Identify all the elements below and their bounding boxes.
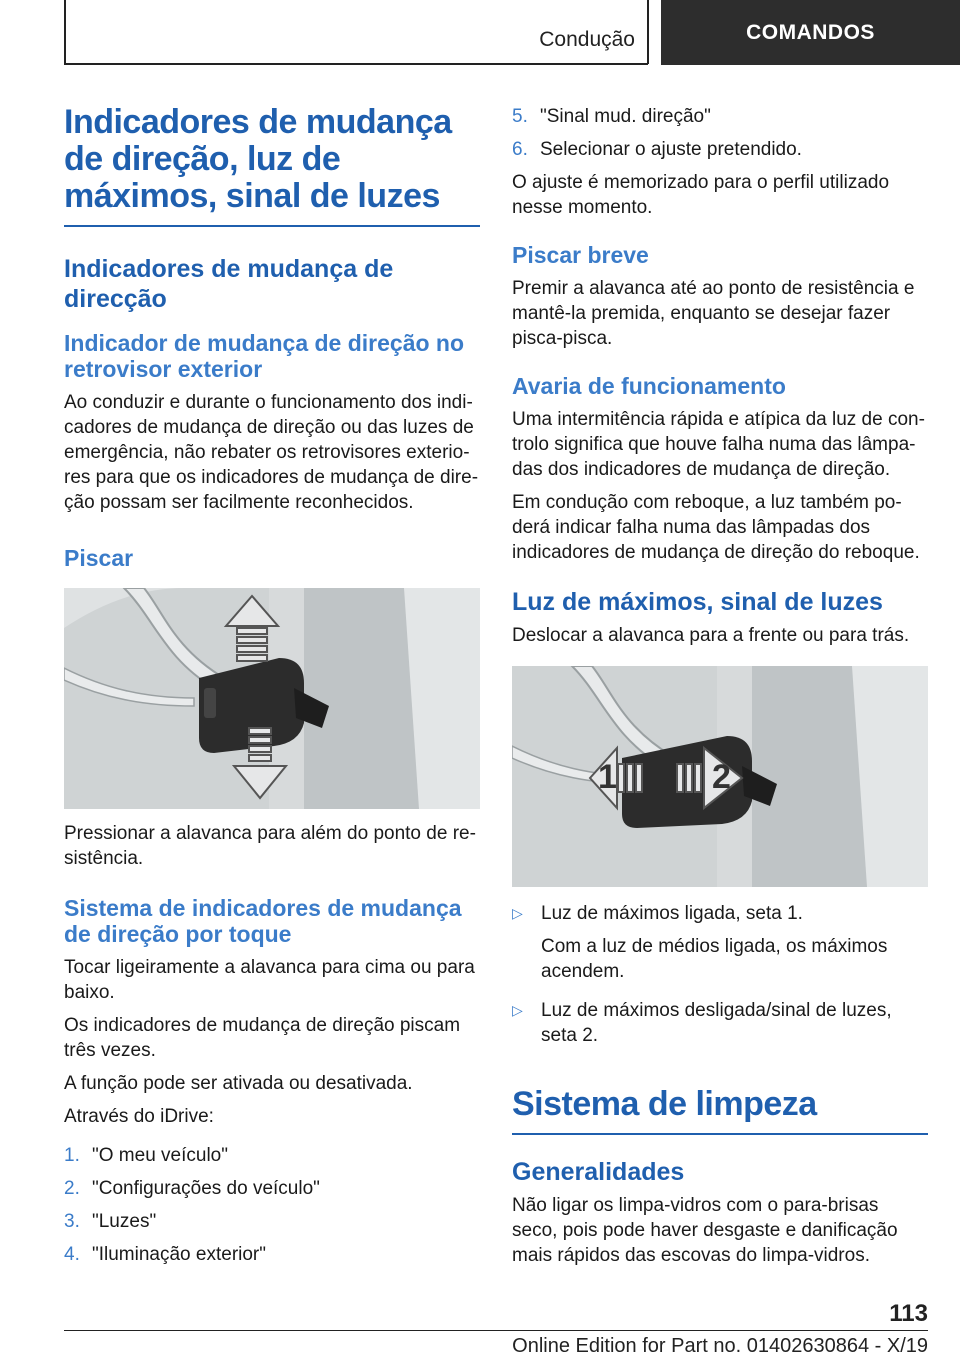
heading-brief-blink: Piscar breve [512, 242, 649, 268]
text-high-beam: Deslocar a alavanca para a frente ou para trás. [512, 625, 910, 646]
lever-forward-back-illustration [512, 666, 928, 887]
step-text: Selecionar o ajuste pretendido. [540, 139, 802, 160]
figure-lever-up-down [64, 588, 480, 809]
text-mirror-indicator: Ao conduzir e durante o funcionamento dos indicadores de mudança de direção ou das luzes de emergência, não rebater os retrovisores exteriores para que os indicadores de mudança de direção possam ser facilmente reconhecidos. [64, 392, 479, 513]
bullet-text: Luz de máximos desligada/sinal de luzes, seta 2. [541, 1000, 892, 1046]
list-item [64, 1242, 480, 1267]
header-section: Condução [539, 28, 635, 51]
text-brief-blink: Premir a alavanca até ao ponto de resistência e mantê-la premida, enquanto se desejar fazer pisca-pisca. [512, 278, 915, 349]
heading-piscar: Piscar [64, 545, 134, 571]
page-number: 113 [889, 1300, 928, 1327]
heading-cleaning-system: Sistema de limpeza [512, 1085, 817, 1123]
text-touch-4: Através do iDrive: [64, 1106, 214, 1127]
arrow-label-1: 1 [598, 758, 617, 796]
edition-note: Online Edition for Part no. 01402630864 - X/19 [512, 1335, 928, 1357]
list-item [64, 1209, 480, 1234]
idrive-steps-continued [512, 104, 928, 162]
high-beam-bullets [512, 901, 928, 1048]
step-number: 2. [64, 1178, 80, 1199]
header-chapter-tab [661, 0, 960, 65]
text-touch-1: Tocar ligeiramente a alavanca para cima ou para baixo. [64, 957, 475, 1003]
header-bottom-border [64, 63, 648, 65]
title-rule [64, 225, 480, 227]
text-touch-3: A função pode ser ativada ou desativada. [64, 1073, 413, 1094]
triangle-bullet-icon: ▷ [512, 1002, 523, 1018]
text-malfunction-2: Em condução com reboque, a luz também poderá indicar falha numa das lâmpadas dos indicadores de mudança de direção do reboque. [512, 492, 920, 563]
right-column [512, 104, 928, 1268]
footer-rule [64, 1330, 928, 1331]
header-chapter-label: COMANDOS [746, 20, 875, 44]
arrow-label-2: 2 [712, 758, 731, 796]
heading-touch-indicator: Sistema de indicadores de mudança de direção por toque [64, 895, 462, 947]
list-item [64, 1176, 480, 1201]
step-number: 4. [64, 1244, 80, 1265]
header-right-border [647, 0, 649, 64]
heading-malfunction: Avaria de funcionamento [512, 373, 786, 399]
step-number: 6. [512, 139, 528, 160]
step-text: "Iluminação exterior" [92, 1244, 267, 1265]
step-number: 5. [512, 106, 528, 127]
heading-general: Generalidades [512, 1158, 685, 1186]
step-text: "O meu veículo" [92, 1145, 228, 1166]
step-text: "Luzes" [92, 1211, 157, 1232]
subtitle-turn-signals: Indicadores de mudança de direcção [64, 255, 394, 313]
list-item [512, 104, 928, 129]
text-setting-saved: O ajuste é memorizado para o perfil utilizado nesse momento. [512, 172, 890, 218]
page-title: Indicadores de mudança de direção, luz de máximos, sinal de luzes [64, 103, 452, 215]
bullet-subtext: Com a luz de médios ligada, os máximos acendem. [541, 936, 888, 982]
text-general: Não ligar os limpa-vidros com o para-brisas seco, pois pode haver desgaste e danificação mais rápidos das escovas do limpa-vidros. [512, 1195, 898, 1266]
step-number: 1. [64, 1145, 80, 1166]
lever-up-down-illustration [64, 588, 480, 809]
triangle-bullet-icon: ▷ [512, 905, 523, 921]
header-left-border [64, 0, 66, 64]
idrive-steps-list [64, 1143, 480, 1267]
text-touch-2: Os indicadores de mudança de direção piscam três vezes. [64, 1015, 461, 1061]
step-text: "Sinal mud. direção" [540, 106, 711, 127]
figure-lever-forward-back [512, 666, 928, 887]
list-item [512, 901, 928, 984]
cleaning-rule [512, 1133, 928, 1135]
left-column [64, 104, 480, 1275]
text-piscar: Pressionar a alavanca para além do ponto de resistência. [64, 823, 476, 869]
heading-high-beam: Luz de máximos, sinal de luzes [512, 588, 883, 616]
list-item [64, 1143, 480, 1168]
list-item [512, 137, 928, 162]
text-malfunction-1: Uma intermitência rápida e atípica da luz de controlo significa que houve falha numa das lâmpadas dos indicadores de mudança de direção. [512, 409, 925, 480]
heading-mirror-indicator: Indicador de mudança de direção no retrovisor exterior [64, 330, 465, 382]
step-number: 3. [64, 1211, 80, 1232]
step-text: "Configurações do veículo" [92, 1178, 320, 1199]
list-item [512, 998, 928, 1048]
bullet-text: Luz de máximos ligada, seta 1. [541, 903, 803, 924]
